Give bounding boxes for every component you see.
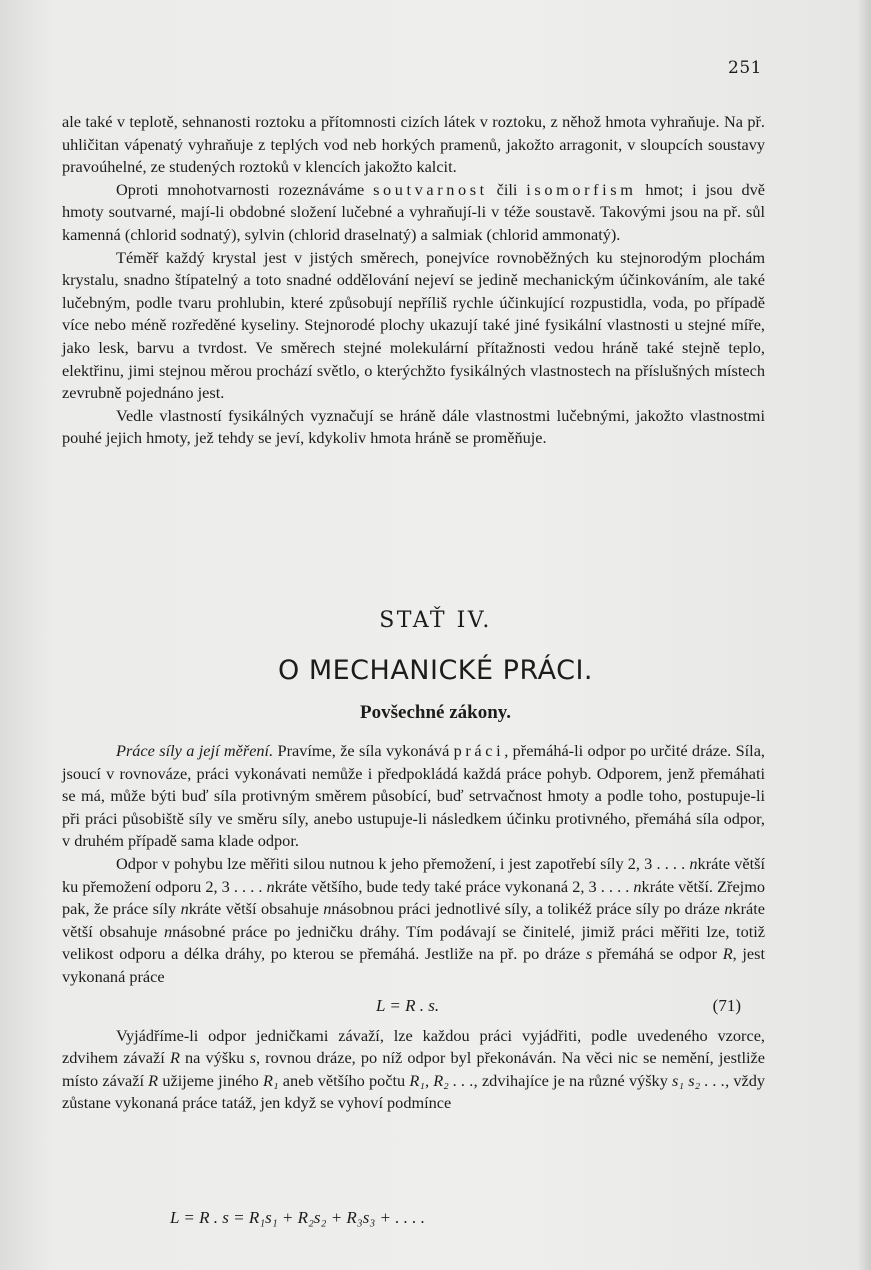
text-run: Vyjádříme-li odpor jedničkami závaží, lze každou práci vyjádřiti, podle uvedeného vzorce, zdvihem závaží bbox=[62, 1025, 765, 1068]
text-run: , vždy zůstane vykonaná práce tatáž, jen když se vyhoví podmínce bbox=[62, 1070, 766, 1113]
paragraph-cleavage: Téměř každý krystal jest v jistých směrech, ponejvíce rovnoběžných ku stejnorodým plochám krystalu, snadno štípatelný a toto snadné oddělování nejeví se jedině mechanickým účinkováním, ale také lučebným, podle tvaru prohlubin, které způsobují nepříliš rychle účinkující rozpustidla, voda, po případě více nebo méně rozředěné kyseliny. Stejnorodé plochy ukazují také jiné fysikální vlastnosti u stejné míře, jako lesk, barvu a tvrdost. Ve směrech stejné molekulární přítažnosti vedou hráně také stejně teplo, elektřinu, jimi stejnou měrou prochází světlo, o kterýchžto fysikálných vlastnostech na příslušných místech zevrubně pojednáno jest. bbox=[62, 247, 765, 403]
variable-s: s bbox=[249, 1048, 256, 1068]
equation-number: (71) bbox=[712, 995, 741, 1015]
run-in-heading: Práce síly a její měření. bbox=[116, 741, 274, 760]
top-text-block bbox=[62, 111, 765, 450]
paragraph-work-definition bbox=[62, 740, 765, 853]
text-run: užijeme jiného bbox=[158, 1070, 263, 1090]
paragraph-measuring-work bbox=[62, 853, 765, 989]
variable-R: R bbox=[722, 944, 733, 964]
text-run: kráte větší. Zřejmo pak, že práce síly bbox=[62, 876, 765, 919]
text-run: násobné práce po jedničku dráhy. Tím podávají se činitelé, jimiž práci měřiti lze, totiž velikost odporu a délka dráhy, po kterou se přemáhá. Jestliže na př. po dráze bbox=[62, 921, 766, 964]
text-run: , zdvihajíce je na různé výšky bbox=[473, 1070, 673, 1090]
text-run: kráte větší ku přemožení odporu 2, 3 . . . . bbox=[62, 853, 765, 896]
variable-n: n bbox=[689, 853, 698, 873]
variables-R-list: R₁, R₂ . . . bbox=[409, 1070, 474, 1090]
text-run: , rovnou dráze, po níž odpor byl překonáván. Na věci nic se nemění, jestliže místo závaží bbox=[62, 1048, 765, 1090]
chapter-heading: STAŤ IV. bbox=[379, 608, 492, 633]
variable-R: R bbox=[169, 1048, 180, 1068]
text-run: Odpor v pohybu lze měřiti silou nutnou k jeho přemožení, i jest zapotřebí síly 2, 3 . . . . bbox=[116, 853, 690, 873]
variable-n: n bbox=[266, 876, 275, 896]
text-run: přemáhá se odpor bbox=[592, 944, 723, 964]
variable-s: s bbox=[585, 944, 593, 964]
isomorphism-text-after: hmot; i jsou dvě hmoty soutvarné, mají-li obdobné složení lučebné a vyhraňují-li v téže soustavě. Takovými jsou na př. sůl kamenná (chlorid sodnatý), sylvin (chlorid draselnatý) a salmiak (chlorid ammonatý). bbox=[62, 179, 766, 244]
paragraph-isomorphism bbox=[62, 179, 765, 247]
text-run: kráte většího, bude tedy také práce vykonaná 2, 3 . . . . bbox=[274, 876, 634, 896]
text-run: násobnou práci jednotlivé síly, a tolikéž práce síly po dráze bbox=[331, 899, 725, 919]
variable-n: n bbox=[180, 899, 189, 919]
section-title: O MECHANICKÉ PRÁCI. bbox=[277, 655, 594, 686]
text-run: Pravíme, že síla vykonává bbox=[273, 741, 454, 760]
term-soutvarnost: soutvarnost bbox=[373, 179, 488, 199]
text-run: kráte větší obsahuje bbox=[62, 899, 766, 941]
text-run: kráte větší obsahuje bbox=[188, 899, 324, 919]
paragraph-chemical-properties: Vedle vlastností fysikálných vyznačují se hráně dále vlastnostmi lučebnými, jakožto vlastnostmi pouhé jejich hmoty, jež tehdy se jeví, kdykoliv hmota hráně se proměňuje. bbox=[62, 405, 765, 448]
variable-R1: R₁ bbox=[262, 1070, 279, 1090]
paragraph-weight-lifting bbox=[62, 1025, 765, 1115]
formula-work: L = R . s. bbox=[376, 995, 440, 1015]
page-edge-shadow bbox=[857, 0, 871, 1270]
term-prace: práci bbox=[453, 741, 505, 760]
section-subtitle: Povšechné zákony. bbox=[360, 702, 511, 723]
isomorphism-text-middle: čili bbox=[487, 179, 527, 199]
variable-R: R bbox=[148, 1070, 159, 1090]
paragraph-crystallization-conditions: ale také v teplotě, sehnanosti roztoku a přítomnosti cizích látek v roztoku, z něhož hmota vyhraňuje. Na př. uhličitan vápenatý vyhraňuje z teplých vod neb horkých pramenů, jakožto arragonit, v sloupcích soustavy pravoúhelné, ze studených roztoků v klencích jakožto kalcit. bbox=[62, 112, 765, 177]
text-run: aneb většího počtu bbox=[278, 1070, 410, 1090]
page-number: 251 bbox=[728, 58, 762, 78]
text-run: , jest vykonaná práce bbox=[62, 944, 766, 986]
variable-n: n bbox=[633, 876, 642, 896]
isomorphism-text-before: Oproti mnohotvarnosti rozeznáváme bbox=[116, 179, 374, 199]
variable-n: n bbox=[724, 899, 733, 919]
variable-n: n bbox=[163, 921, 173, 941]
text-run: na výšku bbox=[179, 1048, 250, 1068]
variables-s-list: s₁ s₂ . . . bbox=[672, 1070, 726, 1090]
equation-71 bbox=[62, 989, 765, 1025]
text-run: , přemáhá-li odpor po určité dráze. Síla, jsoucí v rovnováze, práci vykonávati nemůže i předpokládá každá práce pohyb. Odporem, jenž přemáhati se má, může býti buď síla protivným směrem působící, buď setrvačnost hmoty a podle toho, postupuje-li při práci působiště síly ve směru síly, anebo ustupuje-li následkem účinku protivného, přemáhá síla odpor, v druhém případě sama klade odpor. bbox=[62, 741, 765, 851]
term-isomorfism: isomorfism bbox=[526, 179, 637, 199]
bottom-text-block bbox=[62, 740, 765, 1115]
formula-sum-of-works: L = R . s = R₁s₁ + R₂s₂ + R₃s₃ + . . . . bbox=[170, 1208, 425, 1227]
variable-n: n bbox=[323, 899, 332, 919]
